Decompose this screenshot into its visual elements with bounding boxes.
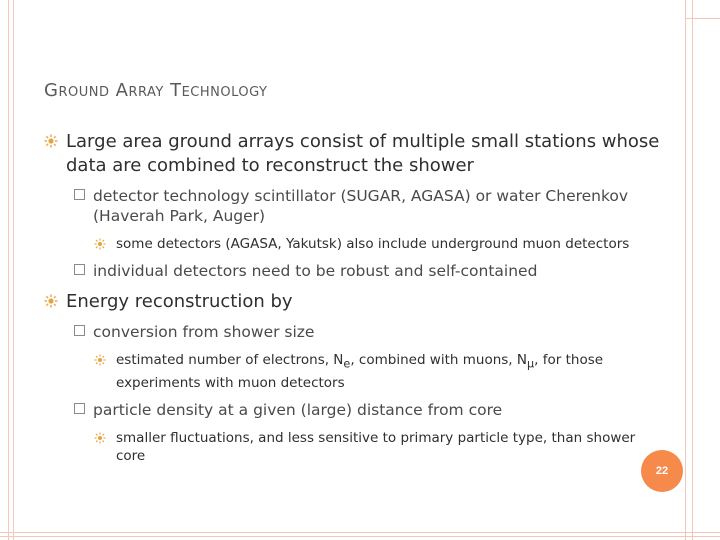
checkbox-bullet-icon: [74, 403, 85, 414]
bullet-text-part: estimated number of electrons, N: [116, 352, 344, 368]
bullet-text: conversion from shower size: [93, 323, 315, 341]
bullet-text: detector technology scintillator (SUGAR, AGASA) or water Cherenkov (Haverah Park, Auger): [93, 187, 629, 225]
subscript-e: e: [343, 357, 351, 371]
frame-line-bottom-inner: [0, 532, 720, 533]
bullet-level1: [44, 130, 664, 178]
bullet-level2: [44, 261, 664, 281]
page-number-badge: 22: [641, 450, 683, 492]
sun-bullet-icon: [44, 294, 58, 308]
bullet-level1: [44, 290, 664, 314]
bullet-text: Large area ground arrays consist of multiple small stations whose data are combined to reconstruct the shower: [66, 131, 660, 176]
bullet-text-part: , for those experiments with muon detectors: [116, 352, 604, 391]
bullet-level3: [44, 351, 664, 392]
bullet-text: smaller fluctuations, and less sensitive to primary particle type, than shower core: [116, 429, 636, 464]
bullet-text: individual detectors need to be robust and self-contained: [93, 262, 538, 280]
slide-title: Ground Array Technology: [44, 80, 268, 101]
frame-line-left-outer: [8, 0, 9, 540]
subscript-mu: μ: [526, 357, 535, 371]
sun-bullet-icon: [94, 432, 106, 444]
sun-bullet-icon: [94, 354, 106, 366]
frame-line-right-outer: [692, 0, 693, 540]
checkbox-bullet-icon: [74, 325, 85, 336]
bullet-level2: [44, 400, 664, 420]
bullet-level2: [44, 186, 664, 226]
frame-line-top-right: [686, 18, 720, 19]
bullet-level2: [44, 322, 664, 342]
sun-bullet-icon: [94, 238, 106, 250]
bullet-level3: [44, 235, 664, 253]
bullet-text: particle density at a given (large) distance from core: [93, 400, 503, 419]
frame-line-left-inner: [13, 0, 14, 540]
slide-body: [44, 130, 664, 473]
frame-line-bottom-outer: [0, 536, 720, 537]
bullet-text: Energy reconstruction by: [66, 291, 293, 312]
checkbox-bullet-icon: [74, 189, 85, 200]
checkbox-bullet-icon: [74, 264, 85, 275]
bullet-level3: [44, 429, 664, 465]
sun-bullet-icon: [44, 134, 58, 148]
bullet-text: some detectors (AGASA, Yakutsk) also include underground muon detectors: [116, 236, 630, 252]
bullet-text-part: , combined with muons, N: [350, 352, 527, 368]
frame-line-right-inner: [685, 0, 686, 540]
